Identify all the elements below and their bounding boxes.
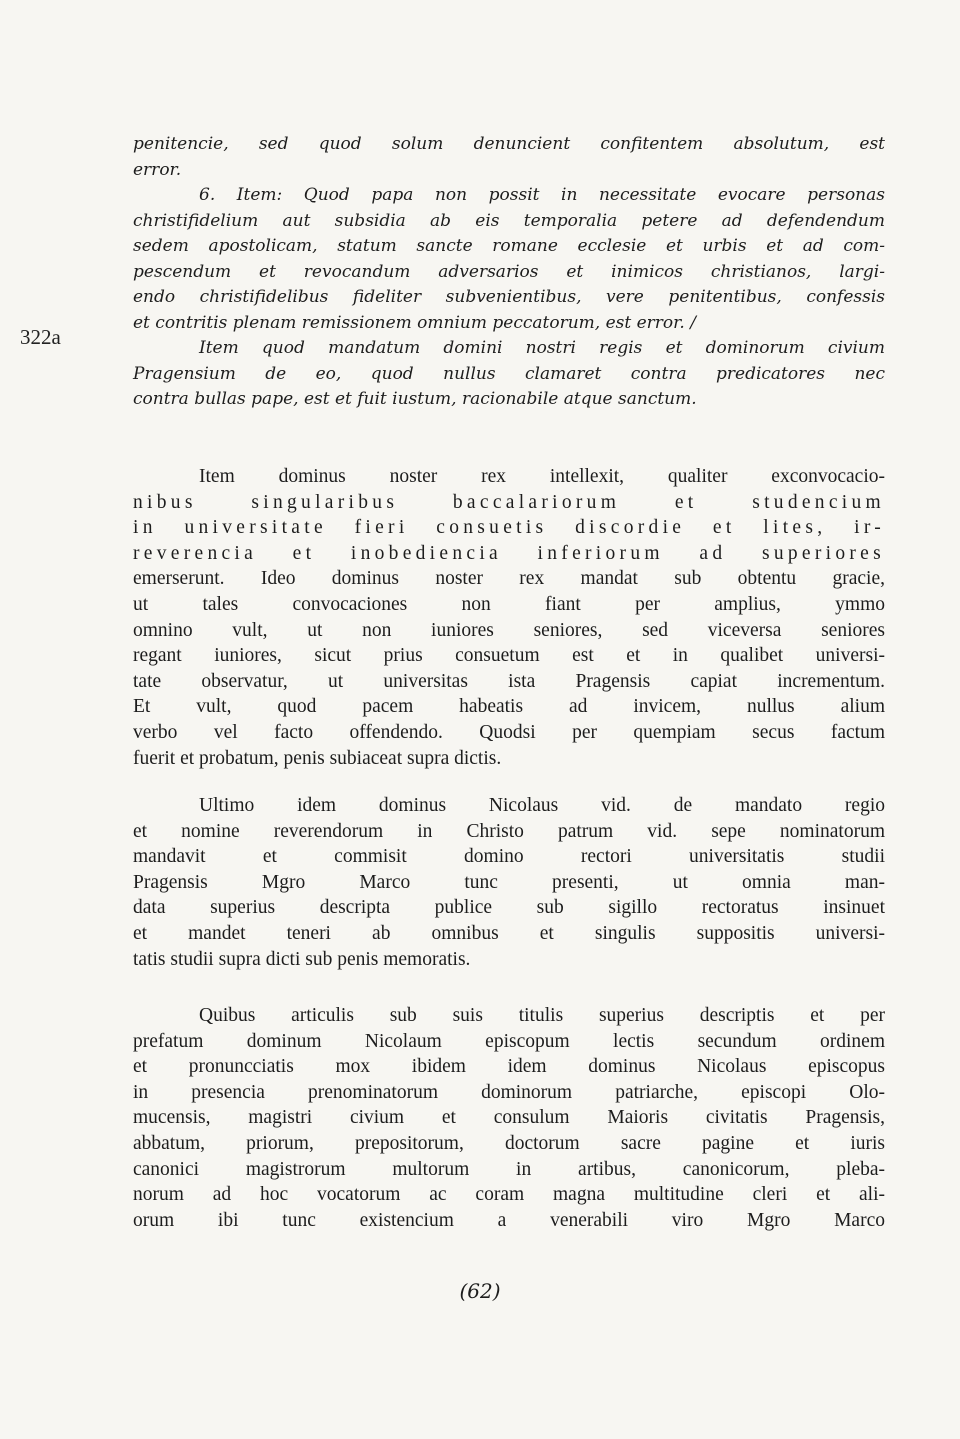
- closing-paragraph: [133, 1003, 885, 1233]
- text-line: canonici magistrorum multorum in artibus, canonicorum, pleba-: [133, 1158, 885, 1180]
- articles-block: [133, 132, 885, 413]
- text-line: emerserunt. Ideo dominus noster rex mandat sub obtentu gracie,: [133, 568, 885, 590]
- page-number: (62): [459, 1279, 501, 1303]
- text-line: et contritis plenam remissionem omnium peccatorum, est error. /: [133, 312, 696, 333]
- text-line: et pronuncciatis mox ibidem idem dominus Nicolaus episcopus: [133, 1056, 885, 1078]
- text-line: regant iuniores, sicut prius consuetum est et in qualibet universi-: [133, 645, 885, 667]
- text-line: in presencia prenominatorum dominorum patriarche, episcopi Olo-: [133, 1081, 885, 1103]
- text-line: norum ad hoc vocatorum ac coram magna multitudine cleri et ali-: [133, 1184, 885, 1206]
- text-line: mandavit et commisit domino rectori universitatis studii: [133, 846, 885, 868]
- text-line: sedem apostolicam, statum sancte romane ecclesie et urbis et ad com-: [133, 236, 885, 256]
- text-line: data superius descripta publice sub sigillo rectoratus insinuet: [133, 897, 885, 919]
- text-line: abbatum, priorum, prepositorum, doctorum sacre pagine et iuris: [133, 1132, 885, 1154]
- text-line: penitencie, sed quod solum denuncient confitentem absolutum, est: [133, 134, 885, 154]
- text-line: endo christifidelibus fideliter subvenientibus, vere penitentibus, confessis: [133, 287, 885, 307]
- final-mandate-paragraph: [133, 793, 885, 972]
- text-line: et mandet teneri ab omnibus et singulis suppositis universi-: [133, 922, 885, 944]
- text-line: fuerit et probatum, penis subiaceat supra dictis.: [133, 747, 502, 769]
- text-line: orum ibi tunc existencium a venerabili viro Mgro Marco: [133, 1209, 885, 1231]
- text-line: contra bullas pape, est et fuit iustum, racionabile atque sanctum.: [133, 389, 697, 409]
- text-line: Item dominus noster rex intellexit, qualiter exconvocacio-: [199, 466, 885, 487]
- text-line: ut tales convocaciones non fiant per amplius, ymmo: [133, 593, 885, 615]
- text-line: Et vult, quod pacem habeatis ad invicem, nullus alium: [133, 696, 885, 718]
- text-line: reverencia et inobediencia inferiorum ad superiores: [133, 542, 885, 564]
- text-line: in universitate fieri consuetis discordie et lites, ir-: [133, 517, 885, 539]
- text-line: tatis studii supra dicti sub penis memoratis.: [133, 948, 471, 970]
- text-line: nibus singularibus baccalariorum et studencium: [133, 491, 885, 513]
- text-line: christifidelium aut subsidia ab eis temporalia petere ad defendendum: [133, 210, 885, 231]
- text-line: omnino vult, ut non iuniores seniores, sed viceversa seniores: [133, 619, 885, 641]
- text-line: pescendum et revocandum adversarios et inimicos christianos, largi-: [133, 261, 885, 282]
- margin-folio-note: 322a: [20, 325, 61, 349]
- text-line: prefatum dominum Nicolaum episcopum lectis secundum ordinem: [133, 1030, 885, 1052]
- text-line: Pragensis Mgro Marco tunc presenti, ut omnia man-: [133, 871, 885, 893]
- mandate-paragraph: [133, 464, 885, 771]
- text-line: verbo vel facto offendendo. Quodsi per quempiam secus factum: [133, 721, 885, 743]
- text-line: Quibus articulis sub suis titulis superius descriptis et per: [199, 1005, 885, 1026]
- text-line: Item quod mandatum domini nostri regis et dominorum civium: [199, 338, 885, 358]
- text-line: 6. Item: Quod papa non possit in necessitate evocare personas: [199, 185, 885, 205]
- text-line: mucensis, magistri civium et consulum Maioris civitatis Pragensis,: [133, 1107, 885, 1129]
- text-line: Pragensium de eo, quod nullus clamaret contra predicatores nec: [133, 363, 885, 384]
- text-line: Ultimo idem dominus Nicolaus vid. de mandato regio: [199, 795, 885, 816]
- text-line: error.: [133, 159, 182, 180]
- text-line: et nomine reverendorum in Christo patrum vid. sepe nominatorum: [133, 820, 885, 842]
- text-line: tate observatur, ut universitas ista Pragensis capiat incrementum.: [133, 670, 885, 692]
